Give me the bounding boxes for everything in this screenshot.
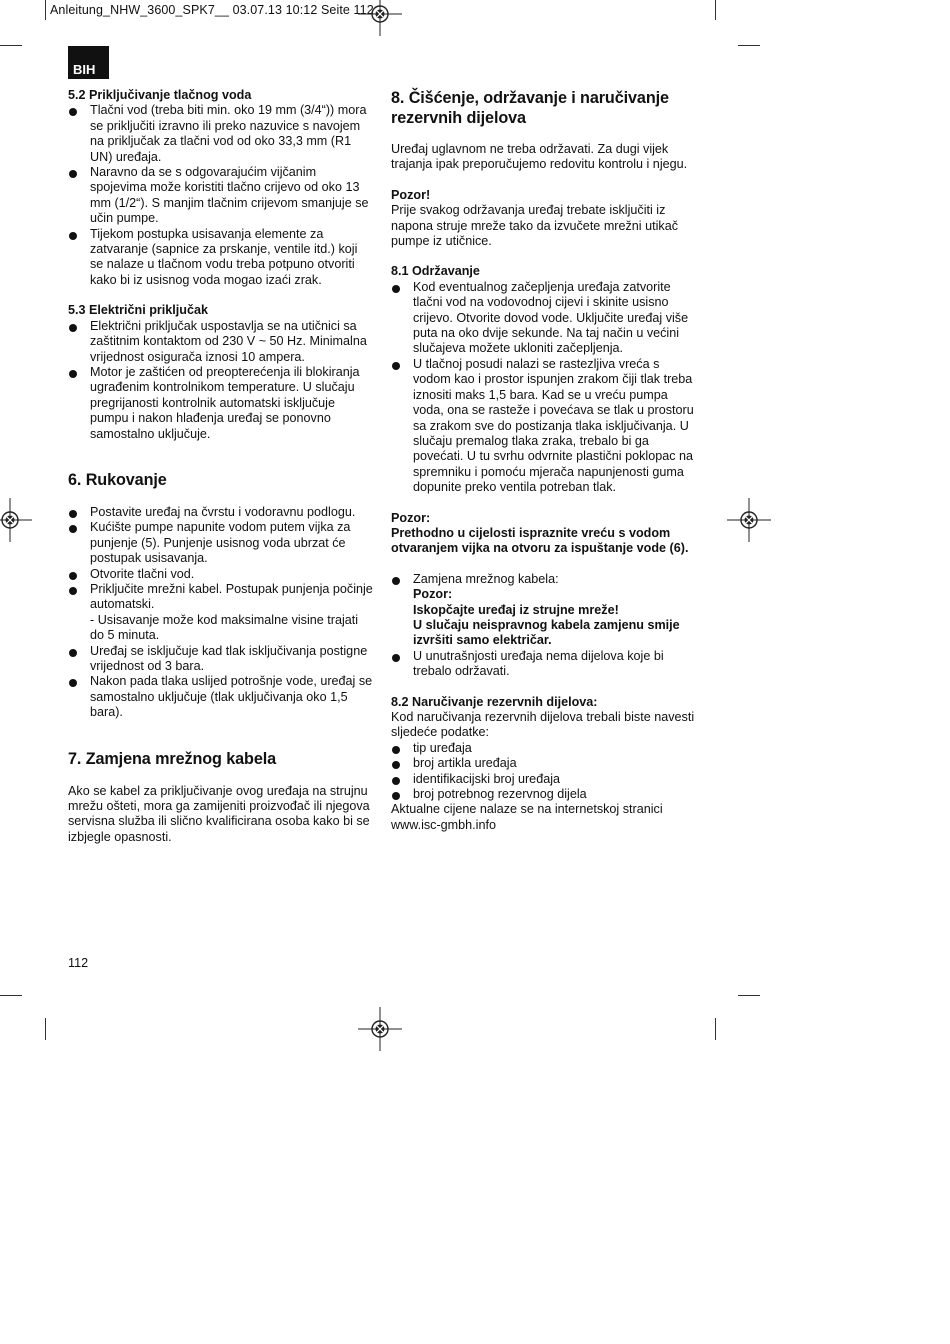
warning-text: Prethodno u cijelosti ispraznite vreću s vodom otvaranjem vijka na otvoru za ispuštanje vode (6). bbox=[391, 525, 689, 556]
warning-text: Iskopčajte uređaj iz strujne mreže! bbox=[413, 602, 619, 617]
list-item: U tlačnoj posudi nalazi se rastezljiva vreća s vodom kao i prostor ispunjen zrakom čiji tlak treba iznositi maks 1,5 bara. Kad se u vreću pumpa voda, ona se rasteže i povećava se tlak u prostoru sa zrakom sve do postizanja tlaka isključivanja. U slučaju premalog tlaka zraka, trebalo bi ga povećati. U tu svrhu odvrnite plastični poklopac na spremniku i pomoću mjerača napunjenosti guma dopunite preko ventila potreban tlak. bbox=[391, 357, 696, 496]
crop-mark bbox=[0, 995, 22, 996]
language-tab: BIH bbox=[68, 46, 109, 79]
list-item: Otvorite tlačni vod. bbox=[68, 567, 373, 582]
list-item: Nakon pada tlaka uslijed potrošnje vode, uređaj se samostalno uključuje (tlak uključivanja oko 1,5 bara). bbox=[68, 674, 373, 720]
cable-list bbox=[391, 572, 696, 680]
list-item: identifikacijski broj uređaja bbox=[391, 772, 696, 787]
list-item bbox=[391, 572, 696, 649]
list-item: Kod eventualnog začepljenja uređaja zatvorite tlačni vod na vodovodnoj cijevi i skinite usisno crijevo. Otvorite dovod vode. Uključite uređaj više puta na oko dvije sekunde. Na taj način u većini slučajeva možete ukloniti začepljenja. bbox=[391, 280, 696, 357]
list-item: tip uređaja bbox=[391, 741, 696, 756]
section-7-text: Ako se kabel za priključivanje ovog uređaja na strujnu mrežu ošteti, mora ga zamijeniti proizvođač ili njegova servisna služba ili slično kvalificirana osoba kako bi se izbjegle opasnosti. bbox=[68, 783, 370, 844]
warning-label: Pozor: bbox=[413, 587, 453, 602]
warning-label: Pozor: bbox=[391, 510, 431, 525]
section-8-1-list bbox=[391, 280, 696, 496]
section-8-2-outro: Aktualne cijene nalaze se na internetskoj stranici www.isc-gmbh.info bbox=[391, 802, 663, 832]
section-5-3-title: 5.3 Električni priključak bbox=[68, 303, 209, 318]
list-item: Motor je zaštićen od preopterećenja ili blokiranja ugrađenim kontrolnikom temperature. U slučaju pregrijanosti kontrolnik automatski isključuje pumpu i nakon hlađenja uređaj se ponovno samostalno uključuje. bbox=[68, 365, 373, 442]
section-5-2-list bbox=[68, 103, 373, 288]
crop-mark bbox=[45, 1018, 46, 1040]
registration-mark-icon bbox=[358, 1007, 402, 1051]
list-item: Naravno da se s odgovarajućim vijčanim spojevima može koristiti tlačno crijevo od oko 13 mm (1/2“). S manjim tlačnim crijevom smanjuje se učin pumpe. bbox=[68, 165, 373, 227]
warning-text: U slučaju neispravnog kabela zamjenu smije izvršiti samo električar. bbox=[413, 617, 680, 648]
section-5-3-list bbox=[68, 319, 373, 442]
crop-mark bbox=[715, 1018, 716, 1040]
list-item: Kućište pumpe napunite vodom putem vijka za punjenje (5). Punjenje usisnog voda ubrzat će postupak usisavanja. bbox=[68, 520, 373, 566]
registration-mark-icon bbox=[727, 498, 771, 542]
warning-label: Pozor! bbox=[391, 187, 431, 202]
section-8-intro: Uređaj uglavnom ne treba održavati. Za dugi vijek trajanja ipak preporučujemo redovitu kontrolu i njegu. bbox=[391, 142, 688, 172]
page-number: 112 bbox=[68, 956, 89, 970]
section-8-2-list bbox=[391, 741, 696, 803]
registration-mark-icon bbox=[0, 498, 32, 542]
list-item: Priključite mrežni kabel. Postupak punjenja počinje automatski. - Usisavanje može kod maksimalne visine trajati do 5 minuta. bbox=[68, 582, 373, 644]
section-6-list bbox=[68, 505, 373, 721]
print-slug: Anleitung_NHW_3600_SPK7__ 03.07.13 10:12 Seite 112 bbox=[50, 3, 374, 17]
section-8-2-intro: Kod naručivanja rezervnih dijelova trebali biste navesti sljedeće podatke: bbox=[391, 710, 695, 740]
section-8-1-title: 8.1 Održavanje bbox=[391, 264, 480, 279]
crop-mark bbox=[45, 0, 46, 20]
list-item: Električni priključak uspostavlja se na utičnici sa zaštitnim kontaktom od 230 V ~ 50 Hz. Minimalna vrijednost osigurača iznosi 10 ampera. bbox=[68, 319, 373, 365]
crop-mark bbox=[0, 45, 22, 46]
crop-mark bbox=[738, 995, 760, 996]
list-item: Tlačni vod (treba biti min. oko 19 mm (3/4“)) mora se priključiti izravno ili preko nazuvice s navojem na priključak za tlačni vod od oko 33,3 mm (R1 UN) uređaja. bbox=[68, 103, 373, 165]
crop-mark bbox=[715, 0, 716, 20]
section-8-title: 8. Čišćenje, održavanje i naručivanje rezervnih dijelova bbox=[391, 89, 669, 127]
list-item: Uređaj se isključuje kad tlak isključivanja postigne vrijednost od 3 bara. bbox=[68, 644, 373, 675]
right-column bbox=[391, 88, 696, 833]
section-6-title: 6. Rukovanje bbox=[68, 470, 167, 489]
section-7-title: 7. Zamjena mrežnog kabela bbox=[68, 749, 277, 768]
list-item: Postavite uređaj na čvrstu i vodoravnu podlogu. bbox=[68, 505, 373, 520]
crop-mark bbox=[738, 45, 760, 46]
section-5-2-title: 5.2 Priključivanje tlačnog voda bbox=[68, 88, 252, 102]
warning-text: Prije svakog održavanja uređaj trebate isključiti iz napona struje mreže tako da izvučete mrežni utikač pumpe iz utičnice. bbox=[391, 203, 678, 249]
left-column bbox=[68, 88, 373, 845]
registration-mark-icon bbox=[358, 0, 402, 36]
list-item: Tijekom postupka usisavanja elemente za zatvaranje (sapnice za prskanje, ventile itd.) koji se nalaze u tlačnom vodu treba potpuno otvoriti kako bi iz usisnog voda mogao izaći zrak. bbox=[68, 227, 373, 289]
cable-item-text: Zamjena mrežnog kabela: bbox=[413, 571, 559, 586]
list-item: U unutrašnjosti uređaja nema dijelova koje bi trebalo održavati. bbox=[391, 649, 696, 680]
list-item: broj potrebnog rezervnog dijela bbox=[391, 787, 696, 802]
list-item: broj artikla uređaja bbox=[391, 756, 696, 771]
section-8-2-title: 8.2 Naručivanje rezervnih dijelova: bbox=[391, 694, 598, 709]
